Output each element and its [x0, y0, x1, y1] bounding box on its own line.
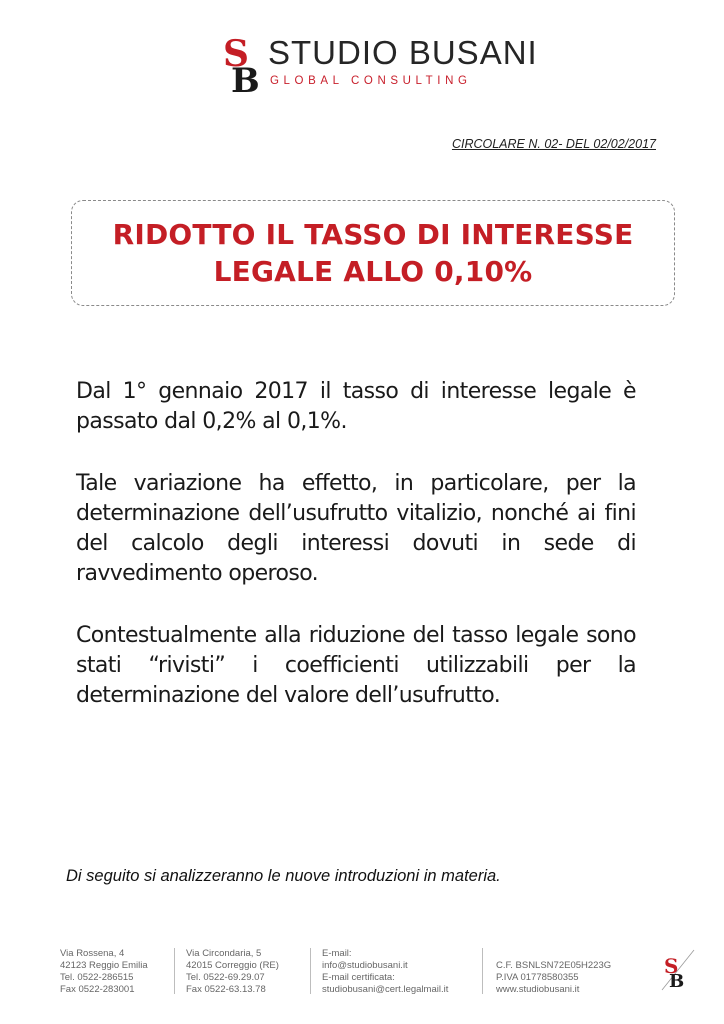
footer-divider [310, 948, 311, 994]
footer-contacts [322, 948, 448, 996]
circolare-reference: CIRCOLARE N. 02- DEL 02/02/2017 [451, 137, 656, 151]
paragraph-3: Contestualmente alla riduzione del tasso legale sono stati “rivisti” i coefficienti utilizzabili per la determinazione del valore dell’usufrutto. [76, 623, 636, 708]
footer-line: Fax 0522-63.13.78 [186, 984, 266, 995]
sb-monogram-icon [222, 32, 262, 94]
title-box [71, 200, 675, 306]
footer [60, 948, 660, 994]
footer-address-reggio [60, 948, 148, 996]
footer-line: P.IVA 01778580355 [496, 972, 579, 983]
studio-busani-logo [222, 32, 538, 96]
brand-tagline: GLOBAL CONSULTING [270, 75, 472, 87]
svg-text:B: B [231, 61, 260, 94]
footer-line: E-mail: [322, 948, 352, 959]
document-title [113, 216, 634, 290]
footer-line: Via Circondaria, 5 [186, 948, 262, 959]
closing-sentence: Di seguito si analizzeranno le nuove introduzioni in materia. [66, 867, 501, 885]
footer-sb-monogram-icon [660, 948, 696, 992]
footer-line: E-mail certificata: [322, 972, 395, 983]
footer-divider [174, 948, 175, 994]
footer-line: Fax 0522-283001 [60, 984, 135, 995]
footer-line: 42123 Reggio Emilia [60, 960, 148, 971]
footer-line: info@studiobusani.it [322, 960, 408, 971]
svg-text:S: S [664, 954, 679, 978]
paragraph-1: Dal 1° gennaio 2017 il tasso di interesse legale è passato dal 0,2% al 0,1%. [76, 379, 636, 434]
footer-line: www.studiobusani.it [496, 984, 580, 995]
footer-line: Tel. 0522-286515 [60, 972, 134, 983]
footer-line: Via Rossena, 4 [60, 948, 125, 959]
footer-line: Tel. 0522-69.29.07 [186, 972, 265, 983]
footer-line: studiobusani@cert.legalmail.it [322, 984, 449, 995]
svg-text:S: S [223, 33, 249, 75]
brand-name: STUDIO BUSANI [268, 34, 538, 71]
title-line-2: LEGALE ALLO 0,10% [213, 255, 533, 288]
footer-fiscal-info [496, 960, 611, 996]
footer-divider [482, 948, 483, 994]
footer-line: 42015 Correggio (RE) [186, 960, 279, 971]
svg-text:B: B [669, 971, 685, 992]
document-body [76, 377, 636, 743]
title-line-1: RIDOTTO IL TASSO DI INTERESSE [112, 218, 634, 251]
footer-line: C.F. BSNLSN72E05H223G [496, 960, 612, 971]
footer-address-correggio [186, 948, 279, 996]
paragraph-2: Tale variazione ha effetto, in particolare, per la determinazione dell’usufrutto vitalizio, nonché ai fini del calcolo degli interessi dovuti in sede di ravvedimento operoso. [76, 471, 636, 586]
